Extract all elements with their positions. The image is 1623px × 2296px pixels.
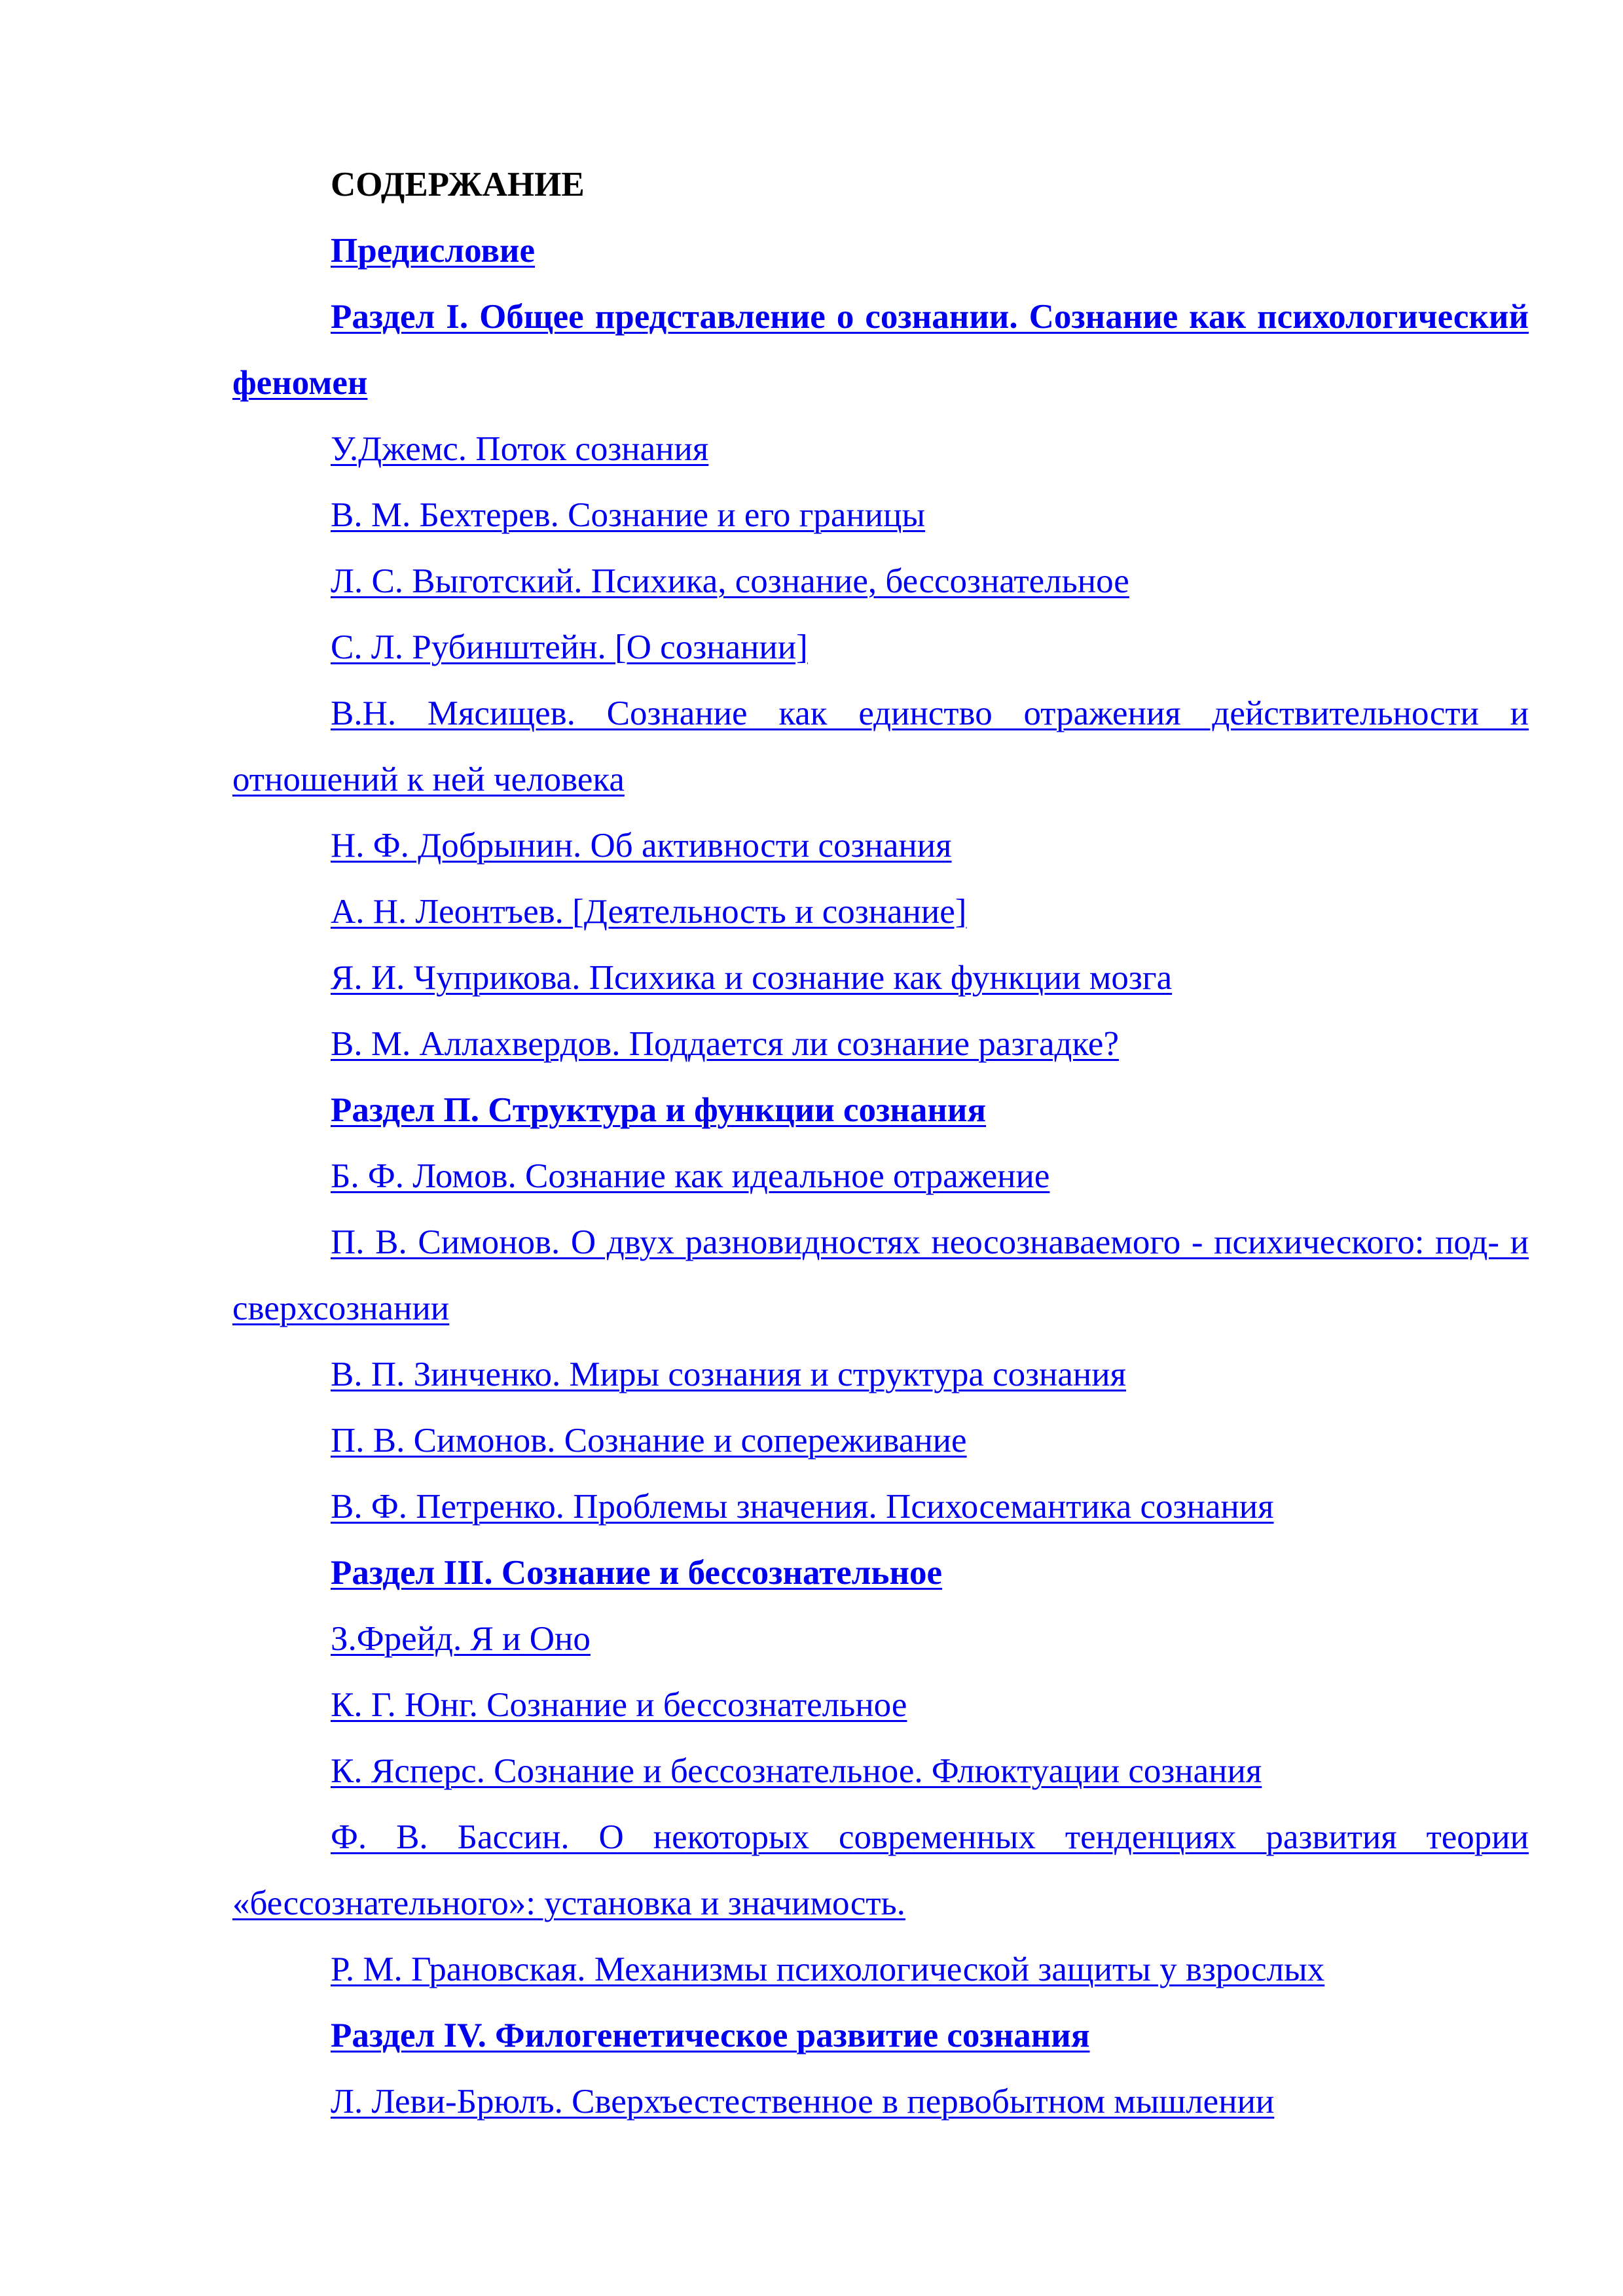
toc-link[interactable]: В. М. Аллахвердов. Поддается ли сознание разгадке? xyxy=(331,1025,1119,1063)
toc-entry xyxy=(232,1210,1529,1342)
toc-link[interactable]: А. Н. Леонтъев. [Деятельность и сознание] xyxy=(331,893,967,931)
toc-entry xyxy=(232,1606,1529,1672)
toc-link[interactable]: К. Г. Юнг. Сознание и бессознательное xyxy=(331,1686,907,1724)
toc-entry xyxy=(232,2069,1529,2135)
toc-link[interactable]: В.Н. Мясищев. Сознание как единство отражения действительности и отношений к ней человека xyxy=(232,694,1529,798)
toc-entry xyxy=(232,1937,1529,2003)
toc-entry xyxy=(232,945,1529,1011)
table-of-contents xyxy=(232,218,1529,2135)
toc-link[interactable]: Б. Ф. Ломов. Сознание как идеальное отражение xyxy=(331,1157,1050,1195)
toc-entry xyxy=(232,681,1529,813)
toc-entry xyxy=(232,813,1529,879)
toc-entry xyxy=(232,615,1529,681)
document-page xyxy=(232,152,1529,2135)
toc-entry xyxy=(232,482,1529,548)
toc-link[interactable]: П. В. Симонов. О двух разновидностях неосознаваемого - психического: под- и сверхсознании xyxy=(232,1223,1529,1327)
toc-section-link[interactable]: Раздел IV. Филогенетическое развитие сознания xyxy=(331,2017,1090,2054)
toc-link[interactable]: В. М. Бехтерев. Сознание и его границы xyxy=(331,496,926,534)
toc-link[interactable]: Н. Ф. Добрынин. Об активности сознания xyxy=(331,827,952,865)
toc-section-entry xyxy=(232,218,1529,284)
toc-section-entry xyxy=(232,1077,1529,1143)
toc-link[interactable]: У.Джемс. Поток сознания xyxy=(331,430,709,468)
toc-entry xyxy=(232,1804,1529,1937)
toc-entry xyxy=(232,1143,1529,1210)
toc-section-link[interactable]: Раздел III. Сознание и бессознательное xyxy=(331,1554,943,1592)
toc-entry xyxy=(232,1672,1529,1738)
toc-section-link[interactable]: Предисловие xyxy=(331,232,535,270)
toc-link[interactable]: Ф. В. Бассин. О некоторых современных тенденциях развития теории «бессознательного»: установка и значимость. xyxy=(232,1818,1529,1922)
toc-entry xyxy=(232,548,1529,615)
toc-section-entry xyxy=(232,1540,1529,1606)
page-title: СОДЕРЖАНИЕ xyxy=(331,166,585,204)
toc-section-link[interactable]: Раздел П. Структура и функции сознания xyxy=(331,1091,987,1129)
toc-link[interactable]: П. В. Симонов. Сознание и сопереживание xyxy=(331,1422,967,1460)
toc-entry xyxy=(232,1474,1529,1540)
toc-section-entry xyxy=(232,284,1529,416)
toc-link[interactable]: Л. С. Выготский. Психика, сознание, бессознательное xyxy=(331,562,1129,600)
toc-entry xyxy=(232,1011,1529,1077)
toc-link[interactable]: С. Л. Рубинштейн. [О сознании] xyxy=(331,628,808,666)
toc-link[interactable]: К. Ясперс. Сознание и бессознательное. Флюктуации сознания xyxy=(331,1752,1262,1790)
toc-entry xyxy=(232,879,1529,945)
toc-link[interactable]: В. Ф. Петренко. Проблемы значения. Психосемантика сознания xyxy=(331,1488,1274,1526)
toc-entry xyxy=(232,416,1529,482)
toc-link[interactable]: Р. М. Грановская. Механизмы психологической защиты у взрослых xyxy=(331,1950,1325,1988)
toc-link[interactable]: Л. Леви-Брюлъ. Сверхъестественное в первобытном мышлении xyxy=(331,2083,1275,2121)
toc-link[interactable]: Я. И. Чуприкова. Психика и сознание как функции мозга xyxy=(331,959,1173,997)
toc-section-link[interactable]: Раздел I. Общее представление о сознании. Сознание как психологический феномен xyxy=(232,298,1529,402)
toc-entry xyxy=(232,1738,1529,1804)
toc-link[interactable]: З.Фрейд. Я и Оно xyxy=(331,1620,591,1658)
toc-entry xyxy=(232,1342,1529,1408)
toc-link[interactable]: В. П. Зинченко. Миры сознания и структура сознания xyxy=(331,1355,1127,1393)
toc-section-entry xyxy=(232,2003,1529,2069)
toc-entry xyxy=(232,1408,1529,1474)
